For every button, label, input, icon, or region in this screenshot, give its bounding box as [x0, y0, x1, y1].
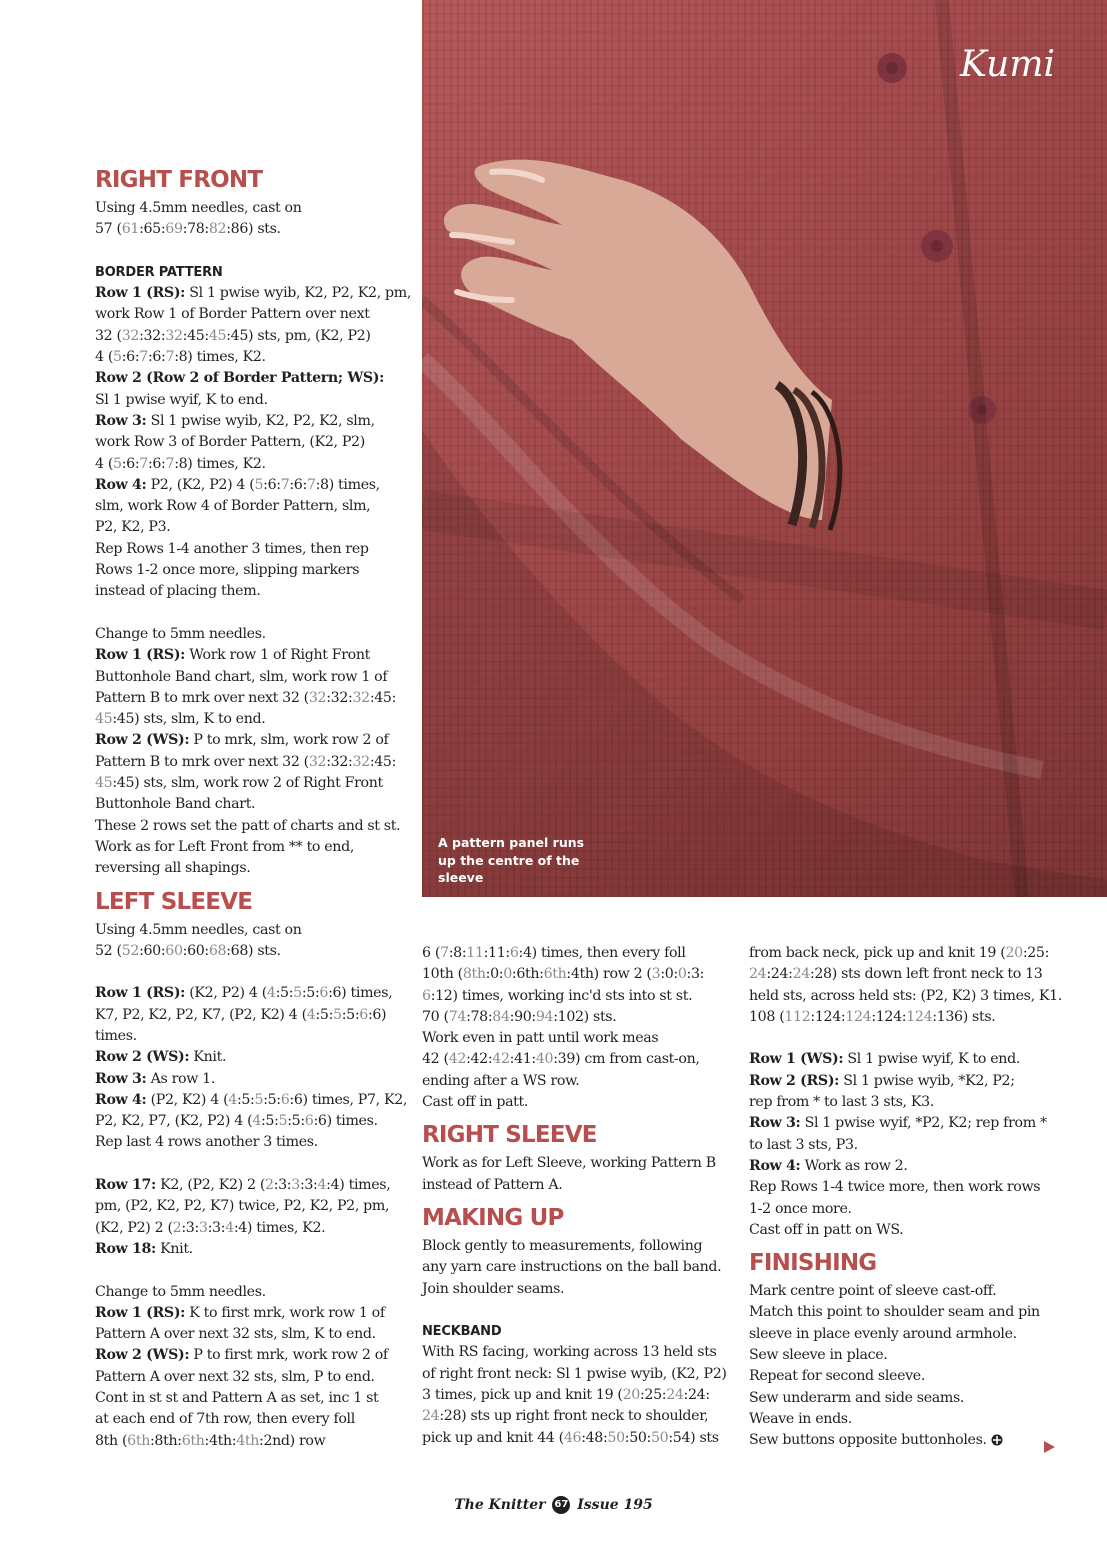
text-line: Row 4: (P2, K2) 4 (4:5:5:5:6:6) times, P7, K2, [95, 1091, 408, 1108]
text-line: ending after a WS row. [422, 1072, 580, 1089]
text-line: work Row 3 of Border Pattern, (K2, P2) [95, 434, 365, 451]
text-line: 108 (112:124:124:124:124:136) sts. [749, 1008, 996, 1025]
text-line: Pattern B to mrk over next 32 (32:32:32:45: [95, 753, 397, 770]
play-arrow-icon [1044, 1441, 1055, 1453]
neckband-text-cont [749, 943, 1069, 1028]
text-line: Using 4.5mm needles, cast on [95, 921, 302, 938]
photo-caption: A pattern panel runs up the centre of the sleeve [438, 835, 585, 885]
column-3 [749, 943, 1069, 1452]
text-line: instead of placing them. [95, 583, 261, 600]
border-pattern-rows [95, 283, 415, 602]
text-line: Row 2 (WS): Knit. [95, 1049, 227, 1066]
text-line: Sew buttons opposite buttonholes. [749, 1430, 1069, 1451]
page-footer [0, 1496, 1107, 1514]
text-line: Weave in ends. [749, 1410, 852, 1427]
right-front-change [95, 624, 415, 880]
text-line: any yarn care instructions on the ball band. [422, 1259, 722, 1276]
left-sleeve-change [95, 1282, 415, 1452]
text-line: Row 18: Knit. [95, 1240, 193, 1257]
text-line: Rep last 4 rows another 3 times. [95, 1134, 318, 1151]
text-line: 1-2 once more. [749, 1200, 852, 1217]
footer-magazine: The Knitter [454, 1497, 546, 1513]
text-line: Row 1 (RS): Work row 1 of Right Front [95, 647, 371, 664]
heading-finishing: FINISHING [749, 1250, 877, 1277]
text-line: 24:24:24:28) sts down left front neck to 13 [749, 966, 1043, 983]
text-line: These 2 rows set the patt of charts and st st. [95, 817, 401, 834]
text-line: Mark centre point of sleeve cast-off. [749, 1283, 997, 1300]
text-line: 57 (61:65:69:78:82:86) sts. [95, 221, 281, 238]
text-line: reversing all shapings. [95, 860, 251, 877]
text-line: Block gently to measurements, following [422, 1237, 703, 1254]
heading-right-sleeve: RIGHT SLEEVE [422, 1122, 597, 1149]
text-line: Rep Rows 1-4 twice more, then work rows [749, 1179, 1041, 1196]
text-line: Row 2 (WS): P to mrk, slm, work row 2 of [95, 732, 389, 749]
pattern-title: Kumi [960, 44, 1055, 85]
text-line: Change to 5mm needles. [95, 625, 266, 642]
text-line: Pattern B to mrk over next 32 (32:32:32:45: [95, 689, 397, 706]
text-line: Row 3: As row 1. [95, 1070, 215, 1087]
text-line: Sl 1 pwise wyif, K to end. [95, 391, 268, 408]
text-line: P2, K2, P3. [95, 519, 171, 536]
text-line: Cast off in patt on WS. [749, 1221, 904, 1238]
text-line: 70 (74:78:84:90:94:102) sts. [422, 1008, 617, 1025]
heading-right-front: RIGHT FRONT [95, 167, 263, 193]
text-line: of right front neck: Sl 1 pwise wyib, (K2, P2) [422, 1365, 727, 1382]
text-line: Row 3: Sl 1 pwise wyif, *P2, K2; rep from * [749, 1115, 1047, 1132]
text-line: (K2, P2) 2 (2:3:3:3:4:4) times, K2. [95, 1219, 326, 1236]
cardigan-photo [422, 0, 1107, 897]
neckband-rows [749, 1049, 1069, 1241]
text-line: Row 2 (RS): Sl 1 pwise wyib, *K2, P2; [749, 1072, 1015, 1089]
text-line: held sts, across held sts: (P2, K2) 3 times, K1. [749, 987, 1063, 1004]
text-line: 10th (8th:0:0:6th:6th:4th) row 2 (3:0:0:3: [422, 966, 705, 983]
text-line: With RS facing, working across 13 held sts [422, 1344, 717, 1361]
text-line: 32 (32:32:32:45:45:45) sts, pm, (K2, P2) [95, 327, 371, 344]
text-line: instead of Pattern A. [422, 1176, 563, 1193]
text-line: Row 3: Sl 1 pwise wyib, K2, P2, K2, slm, [95, 412, 375, 429]
text-line: work Row 1 of Border Pattern over next [95, 306, 370, 323]
text-line: Sew underarm and side seams. [749, 1389, 965, 1406]
text-line: sleeve in place evenly around armhole. [749, 1325, 1017, 1342]
text-line: at each end of 7th row, then every foll [95, 1411, 355, 1428]
text-line: Join shoulder seams. [422, 1280, 565, 1297]
text-line: Buttonhole Band chart. [95, 796, 256, 813]
left-sleeve-intro [95, 920, 415, 963]
text-line: 24:28) sts up right front neck to shoulder, [422, 1408, 709, 1425]
crosshair-end-icon [991, 1434, 1003, 1446]
text-line: Buttonhole Band chart, slm, work row 1 of [95, 668, 388, 685]
text-line: 4 (5:6:7:6:7:8) times, K2. [95, 349, 266, 366]
text-line: 52 (52:60:60:60:68:68) sts. [95, 942, 281, 959]
text-line: P2, K2, P7, (K2, P2) 4 (4:5:5:5:6:6) times. [95, 1113, 378, 1130]
text-line: Row 17: K2, (P2, K2) 2 (2:3:3:3:4:4) times, [95, 1177, 391, 1194]
photo-shapes [422, 0, 1107, 897]
column-2 [422, 943, 738, 1449]
right-sleeve-text [422, 1153, 738, 1196]
text-line: 6 (7:8:11:11:6:4) times, then every foll [422, 945, 686, 961]
heading-left-sleeve: LEFT SLEEVE [95, 888, 253, 915]
text-line: Cont in st st and Pattern A as set, inc 1 st [95, 1390, 379, 1407]
text-line: 8th (6th:8th:6th:4th:4th:2nd) row [95, 1432, 326, 1449]
heading-making-up: MAKING UP [422, 1204, 564, 1231]
text-line: 42 (42:42:42:41:40:39) cm from cast-on, [422, 1051, 700, 1068]
text-line: Row 1 (RS): (K2, P2) 4 (4:5:5:5:6:6) times, [95, 985, 393, 1002]
left-sleeve-rows-17 [95, 1175, 415, 1260]
text-line: Work as for Left Front from ** to end, [95, 838, 354, 855]
page-number: 67 [552, 1496, 570, 1514]
neckband-text [422, 1342, 738, 1448]
text-line: Pattern A over next 32 sts, slm, K to end. [95, 1326, 376, 1343]
text-line: Work as for Left Sleeve, working Pattern B [422, 1155, 716, 1172]
text-line: Repeat for second sleeve. [749, 1368, 925, 1385]
text-line: 45:45) sts, slm, work row 2 of Right Front [95, 775, 383, 792]
heading-neckband: NECKBAND [422, 1324, 502, 1340]
text-line: rep from * to last 3 sts, K3. [749, 1094, 934, 1111]
left-sleeve-cont [422, 943, 738, 1113]
text-line: K7, P2, K2, P2, K7, (P2, K2) 4 (4:5:5:5:6:6) [95, 1006, 387, 1023]
text-line: Row 2 (WS): P to first mrk, work row 2 of [95, 1347, 388, 1364]
text-line: pick up and knit 44 (46:48:50:50:50:54) sts [422, 1429, 719, 1446]
text-line: slm, work Row 4 of Border Pattern, slm, [95, 498, 371, 515]
text-line: Row 1 (WS): Sl 1 pwise wyif, K to end. [749, 1051, 1020, 1068]
text-line: 6:12) times, working inc'd sts into st st. [422, 987, 693, 1004]
text-line: Row 2 (Row 2 of Border Pattern; WS): [95, 370, 385, 387]
text-line: Row 1 (RS): K to first mrk, work row 1 of [95, 1304, 385, 1321]
right-front-intro [95, 198, 415, 241]
text-line: 3 times, pick up and knit 19 (20:25:24:24: [422, 1387, 710, 1404]
text-line: Rows 1-2 once more, slipping markers [95, 562, 360, 579]
making-up-text [422, 1236, 738, 1300]
heading-border-pattern: BORDER PATTERN [95, 264, 223, 280]
text-line: Work even in patt until work meas [422, 1030, 659, 1047]
text-line: 4 (5:6:7:6:7:8) times, K2. [95, 455, 266, 472]
text-line: Pattern A over next 32 sts, slm, P to end. [95, 1368, 375, 1385]
column-1 [95, 166, 415, 1452]
left-sleeve-rows [95, 983, 415, 1153]
text-line: Row 1 (RS): Sl 1 pwise wyib, K2, P2, K2, pm, [95, 285, 412, 302]
text-line: 45:45) sts, slm, K to end. [95, 711, 266, 728]
text-line: Change to 5mm needles. [95, 1283, 266, 1300]
text-line: from back neck, pick up and knit 19 (20:25: [749, 945, 1050, 961]
text-line: Sew sleeve in place. [749, 1347, 888, 1364]
text-line: Row 4: Work as row 2. [749, 1157, 908, 1174]
text-line: Match this point to shoulder seam and pin [749, 1304, 1040, 1321]
text-line: to last 3 sts, P3. [749, 1136, 858, 1153]
text-line: pm, (P2, K2, P2, K7) twice, P2, K2, P2, pm, [95, 1198, 390, 1215]
finishing-text [749, 1281, 1069, 1451]
text-line: Row 4: P2, (K2, P2) 4 (5:6:7:6:7:8) times, [95, 476, 380, 493]
text-line: Rep Rows 1-4 another 3 times, then rep [95, 540, 369, 557]
text-line: times. [95, 1027, 137, 1044]
footer-issue: Issue 195 [577, 1497, 653, 1513]
text-line: Using 4.5mm needles, cast on [95, 200, 302, 216]
text-line: Cast off in patt. [422, 1094, 529, 1111]
